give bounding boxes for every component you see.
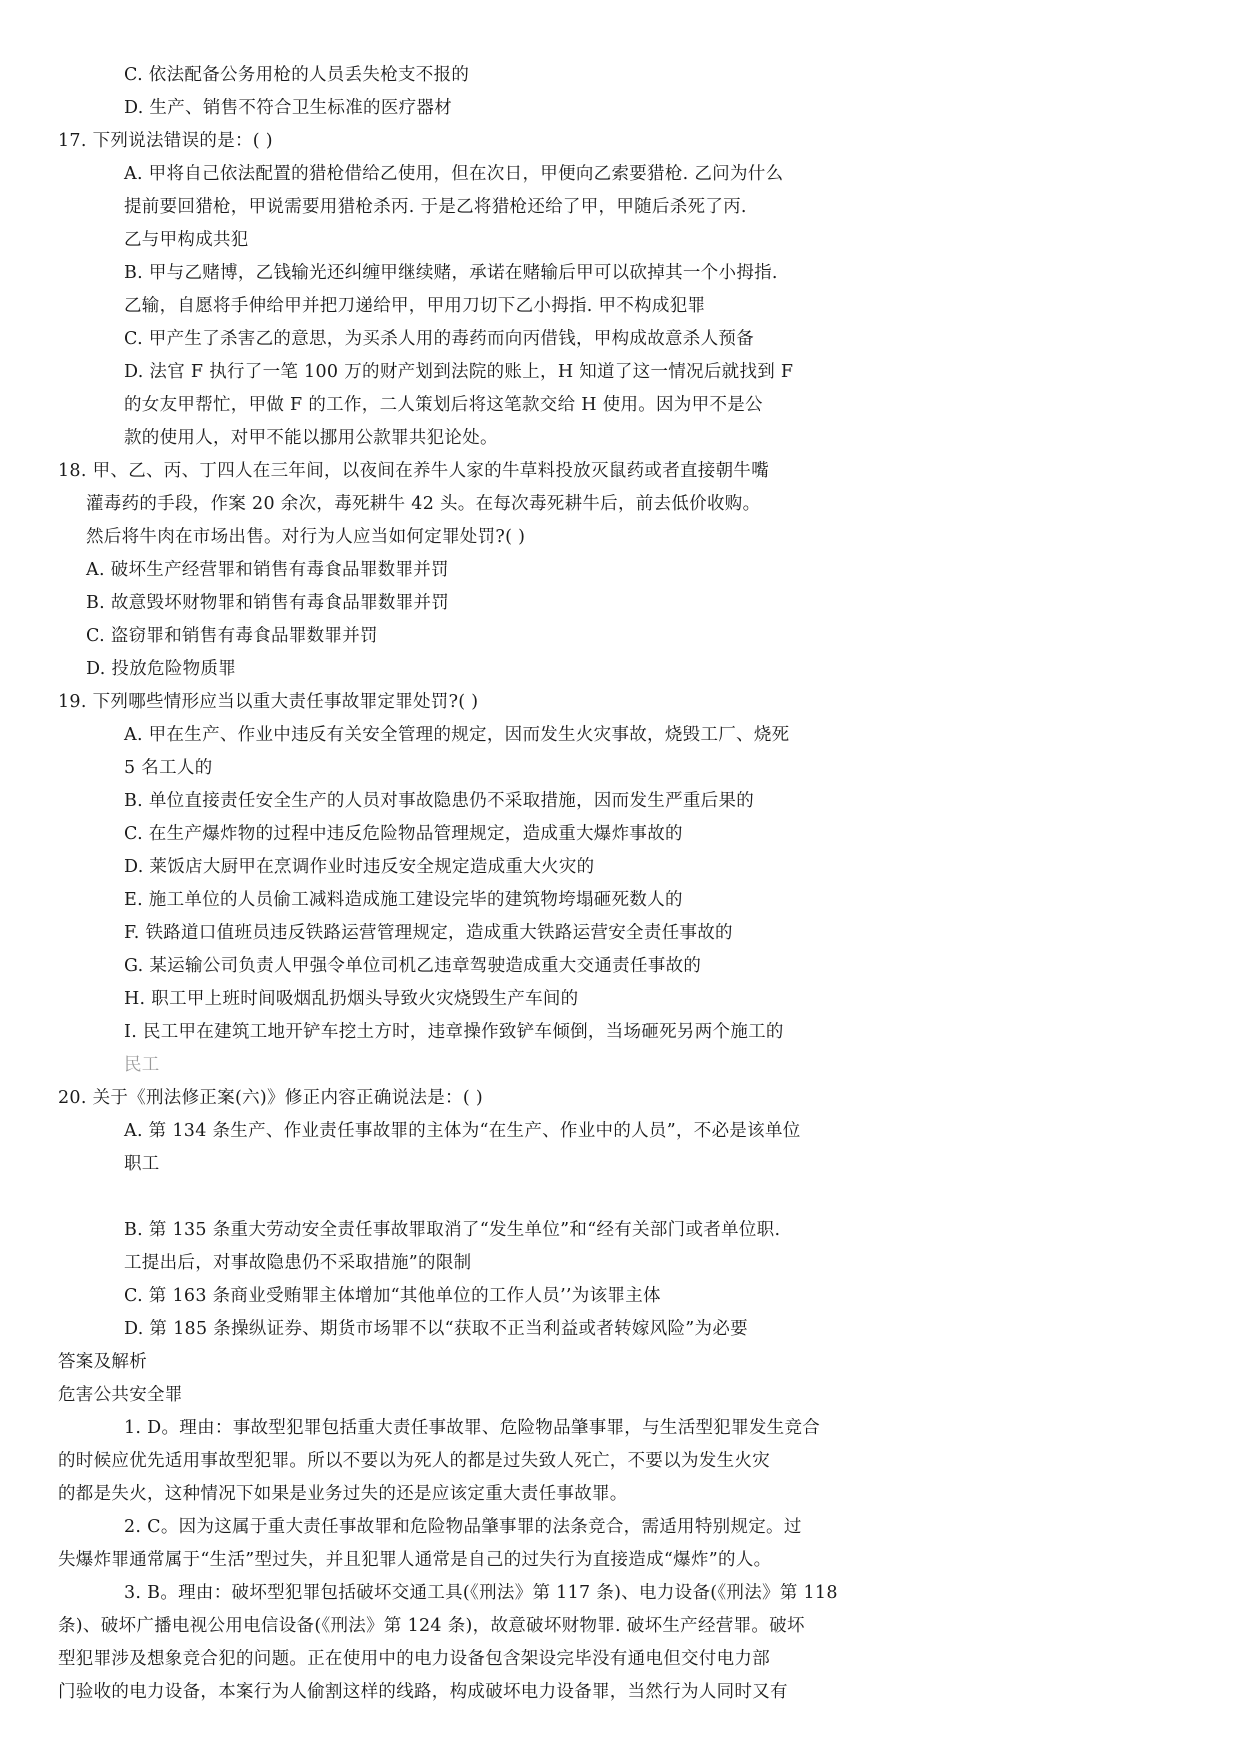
q19-option-line: A. 甲在生产、作业中违反有关安全管理的规定，因而发生火灾事故，烧毁工厂、烧死 bbox=[124, 725, 790, 745]
q20-option-line: A. 第 134 条生产、作业责任事故罪的主体为“在生产、作业中的人员”，不必是该单位 bbox=[124, 1121, 801, 1141]
q20-option-line: 职工 bbox=[124, 1154, 160, 1174]
q19-option-line: 5 名工人的 bbox=[124, 758, 213, 778]
q18-stem-line: 然后将牛肉在市场出售。对行为人应当如何定罪处罚?( ) bbox=[86, 527, 526, 547]
q20-option-line: D. 第 185 条操纵证券、期货市场罪不以“获取不正当利益或者转嫁风险”为必要 bbox=[124, 1319, 748, 1339]
q17-option-line: 提前要回猎枪，甲说需要用猎枪杀丙. 于是乙将猎枪还给了甲，甲随后杀死了丙. bbox=[124, 197, 747, 217]
q19-option-line: 民工 bbox=[124, 1055, 160, 1075]
q19-option-line: F. 铁路道口值班员违反铁路运营管理规定，造成重大铁路运营安全责任事故的 bbox=[124, 923, 733, 943]
q19-option-line: B. 单位直接责任安全生产的人员对事故隐患仍不采取措施，因而发生严重后果的 bbox=[124, 791, 755, 811]
q17-option-line: B. 甲与乙赌博，乙钱输光还纠缠甲继续赌，承诺在赌输后甲可以砍掉其一个小拇指. bbox=[124, 263, 778, 283]
q19-option-line: G. 某运输公司负责人甲强令单位司机乙违章驾驶造成重大交通责任事故的 bbox=[124, 956, 702, 976]
q17-option-line: D. 法官 F 执行了一笔 100 万的财产划到法院的账上，H 知道了这一情况后就找到 F bbox=[124, 362, 794, 382]
q19-option-line: C. 在生产爆炸物的过程中违反危险物品管理规定，造成重大爆炸事故的 bbox=[124, 824, 683, 844]
q18-option-c: C. 盗窃罪和销售有毒食品罪数罪并罚 bbox=[86, 626, 378, 646]
q17-option-line: 乙输，自愿将手伸给甲并把刀递给甲，甲用刀切下乙小拇指. 甲不构成犯罪 bbox=[124, 296, 706, 316]
answers-heading: 答案及解析 bbox=[58, 1352, 147, 1372]
answer-line: 失爆炸罪通常属于“生活”型过失，并且犯罪人通常是自己的过失行为直接造成“爆炸”的人。 bbox=[58, 1550, 772, 1570]
q18-stem-line: 灌毒药的手段，作案 20 余次，毒死耕牛 42 头。在每次毒死耕牛后，前去低价收购。 bbox=[86, 494, 761, 514]
answer-line: 条)、破坏广播电视公用电信设备(《刑法》第 124 条)，故意破坏财物罪. 破坏生产经营罪。破坏 bbox=[58, 1616, 805, 1636]
answer-line: 型犯罪涉及想象竞合犯的问题。正在使用中的电力设备包含架设完毕没有通电但交付电力部 bbox=[58, 1649, 770, 1669]
q18-option-b: B. 故意毁坏财物罪和销售有毒食品罪数罪并罚 bbox=[86, 593, 450, 613]
q20-option-line: C. 第 163 条商业受贿罪主体增加“其他单位的工作人员’’为该罪主体 bbox=[124, 1286, 661, 1306]
q20-option-line: 工提出后，对事故隐患仍不采取措施”的限制 bbox=[124, 1253, 472, 1273]
answer-line: 的时候应优先适用事故型犯罪。所以不要以为死人的都是过失致人死亡，不要以为发生火灾 bbox=[58, 1451, 770, 1471]
q17-option-line: 的女友甲帮忙，甲做 F 的工作，二人策划后将这笔款交给 H 使用。因为甲不是公 bbox=[124, 395, 763, 415]
answer-line: 3. B。理由：破坏型犯罪包括破坏交通工具(《刑法》第 117 条)、电力设备(《刑法》第 118 bbox=[124, 1583, 838, 1603]
q16-option-c: C. 依法配备公务用枪的人员丢失枪支不报的 bbox=[124, 65, 470, 85]
q19-option-line: I. 民工甲在建筑工地开铲车挖土方时，违章操作致铲车倾倒，当场砸死另两个施工的 bbox=[124, 1022, 784, 1042]
q17-option-line: 款的使用人，对甲不能以挪用公款罪共犯论处。 bbox=[124, 428, 498, 448]
answer-line: 1. D。理由：事故型犯罪包括重大责任事故罪、危险物品肇事罪，与生活型犯罪发生竞合 bbox=[124, 1418, 821, 1438]
q19-option-line: H. 职工甲上班时间吸烟乱扔烟头导致火灾烧毁生产车间的 bbox=[124, 989, 579, 1009]
q19-option-line: D. 莱饭店大厨甲在烹调作业时违反安全规定造成重大火灾的 bbox=[124, 857, 595, 877]
q16-option-d: D. 生产、销售不符合卫生标准的医疗器材 bbox=[124, 98, 453, 118]
q17-option-line: C. 甲产生了杀害乙的意思，为买杀人用的毒药而向丙借钱，甲构成故意杀人预备 bbox=[124, 329, 754, 349]
q20-stem: 20. 关于《刑法修正案(六)》修正内容正确说法是：( ) bbox=[58, 1088, 483, 1108]
q18-option-a: A. 破坏生产经营罪和销售有毒食品罪数罪并罚 bbox=[86, 560, 449, 580]
q17-stem: 17. 下列说法错误的是：( ) bbox=[58, 131, 273, 151]
q19-stem: 19. 下列哪些情形应当以重大责任事故罪定罪处罚?( ) bbox=[58, 692, 479, 712]
answer-line: 的都是失火，这种情况下如果是业务过失的还是应该定重大责任事故罪。 bbox=[58, 1484, 628, 1504]
answers-section-title: 危害公共安全罪 bbox=[58, 1385, 183, 1405]
q17-option-line: 乙与甲构成共犯 bbox=[124, 230, 249, 250]
q19-option-line: E. 施工单位的人员偷工减料造成施工建设完毕的建筑物垮塌砸死数人的 bbox=[124, 890, 683, 910]
q20-option-line: B. 第 135 条重大劳动安全责任事故罪取消了“发生单位”和“经有关部门或者单位职. bbox=[124, 1220, 781, 1240]
q18-option-d: D. 投放危险物质罪 bbox=[86, 659, 237, 679]
answer-line: 2. C。因为这属于重大责任事故罪和危险物品肇事罪的法条竞合，需适用特别规定。过 bbox=[124, 1517, 802, 1537]
answer-line: 门验收的电力设备，本案行为人偷割这样的线路，构成破坏电力设备罪，当然行为人同时又有 bbox=[58, 1682, 788, 1702]
q18-stem-line: 18. 甲、乙、丙、丁四人在三年间，以夜间在养牛人家的牛草料投放灭鼠药或者直接朝牛嘴 bbox=[58, 461, 769, 481]
q17-option-line: A. 甲将自己依法配置的猎枪借给乙使用，但在次日，甲便向乙索要猎枪. 乙问为什么 bbox=[124, 164, 784, 184]
